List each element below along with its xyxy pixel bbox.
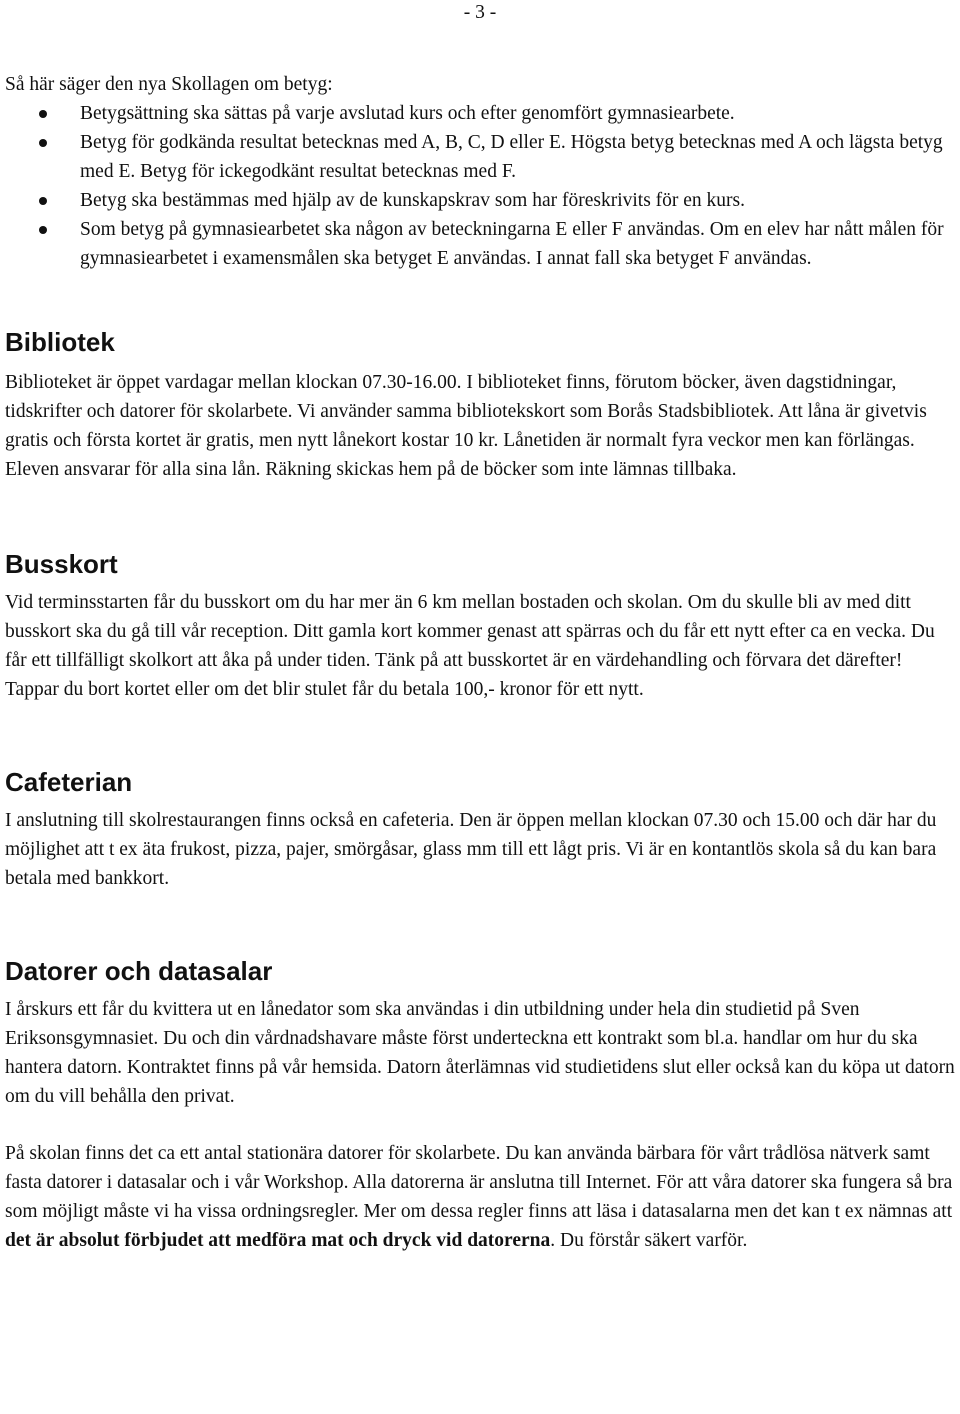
list-item-text: Betyg ska bestämmas med hjälp av de kunskapskrav som har föreskrivits för en kurs. — [80, 190, 746, 211]
datorer-paragraph-2 — [5, 1139, 955, 1255]
datorer-paragraph-1: I årskurs ett får du kvittera ut en lånedator som ska användas i din utbildning under hela din studietid på Sven Eriksonsgymnasiet. Du och din vårdnadshavare måste först underteckna ett kontrakt som bl.a. handlar om hur du ska hantera datorn. Kontraktet finns på vår hemsida. Datorn återlämnas vid studietidens slut eller också kan du köpa ut datorn om du vill behålla den privat. — [5, 999, 955, 1107]
list-item — [5, 215, 955, 273]
cafeterian-section — [5, 766, 955, 893]
list-item-text: Som betyg på gymnasiearbetet ska någon av beteckningarna E eller F användas. Om en elev har nått målen för gymnasiearbetet i examensmålen ska betyget E användas. I annat fall ska betyget F användas. — [80, 219, 944, 269]
document-body — [5, 70, 955, 1255]
cafeterian-heading: Cafeterian — [5, 767, 133, 797]
datorer-paragraph-2-start: På skolan finns det ca ett antal stationära datorer för skolarbete. Du kan använda bärbara för vårt trådlösa nätverk samt fasta datorer i datasalar och i vår Workshop. Alla datorerna är anslutna till Internet. För att våra datorer ska fungera så bra som möjligt måste vi ha vissa ordningsregler. Mer om dessa regler finns att läsa i datasalarna men det kan t ex nämnas att — [5, 1143, 953, 1222]
list-item — [5, 186, 955, 215]
datorer-heading: Datorer och datasalar — [5, 956, 273, 986]
cafeterian-text: I anslutning till skolrestaurangen finns också en cafeteria. Den är öppen mellan klockan 07.30 och 15.00 och där har du möjlighet att t ex äta frukost, pizza, pajer, smörgåsar, glass mm till ett lågt pris. Vi är en kontantlös skola så du kan bara betala med bankkort. — [5, 810, 937, 889]
bullet-icon — [39, 110, 47, 118]
busskort-section — [5, 548, 955, 704]
list-item-text: Betygsättning ska sättas på varje avslutad kurs och efter genomfört gymnasiearbete. — [80, 103, 735, 124]
page-number: - 3 - — [463, 2, 497, 23]
datorer-section — [5, 955, 955, 1255]
bullet-icon — [39, 139, 47, 147]
bibliotek-heading: Bibliotek — [5, 327, 115, 357]
bullet-icon — [39, 226, 47, 234]
grading-intro: Så här säger den nya Skollagen om betyg: — [5, 74, 333, 95]
datorer-rule-emphasis: det är absolut förbjudet att medföra mat och dryck vid datorerna — [5, 1230, 551, 1251]
grading-bullet-list — [5, 99, 955, 273]
grading-section — [5, 70, 955, 273]
bibliotek-section — [5, 326, 955, 484]
list-item-text: Betyg för godkända resultat betecknas med A, B, C, D eller E. Högsta betyg betecknas med A och lägsta betyg med E. Betyg för ickegodkänt resultat betecknas med F. — [80, 132, 943, 182]
list-item — [5, 99, 955, 128]
busskort-text: Vid terminsstarten får du busskort om du har mer än 6 km mellan bostaden och skolan. Om du skulle bli av med ditt busskort ska du gå till vår reception. Ditt gamla kort kommer genast att spärras och du får ett nytt efter ca en vecka. Du får ett tillfälligt skolkort att åka på under tiden. Tänk på att busskortet är en värdehandling och förvara det därefter! Tappar du bort kortet eller om det blir stulet får du betala 100,- kronor för ett nytt. — [5, 592, 935, 700]
list-item — [5, 128, 955, 186]
datorer-paragraph-2-end: . Du förstår säkert varför. — [550, 1230, 748, 1251]
bibliotek-text: Biblioteket är öppet vardagar mellan klockan 07.30-16.00. I biblioteket finns, förutom böcker, även dagstidningar, tidskrifter och datorer för skolarbete. Vi använder samma bibliotekskort som Borås Stadsbibliotek. Att låna är givetvis gratis och första kortet är gratis, men nytt lånekort kostar 10 kr. Lånetiden är normalt fyra veckor men kan förlängas. Eleven ansvarar för alla sina lån. Räkning skickas hem på de böcker som inte lämnas tillbaka. — [5, 372, 927, 480]
bullet-icon — [39, 197, 47, 205]
busskort-heading: Busskort — [5, 549, 118, 579]
